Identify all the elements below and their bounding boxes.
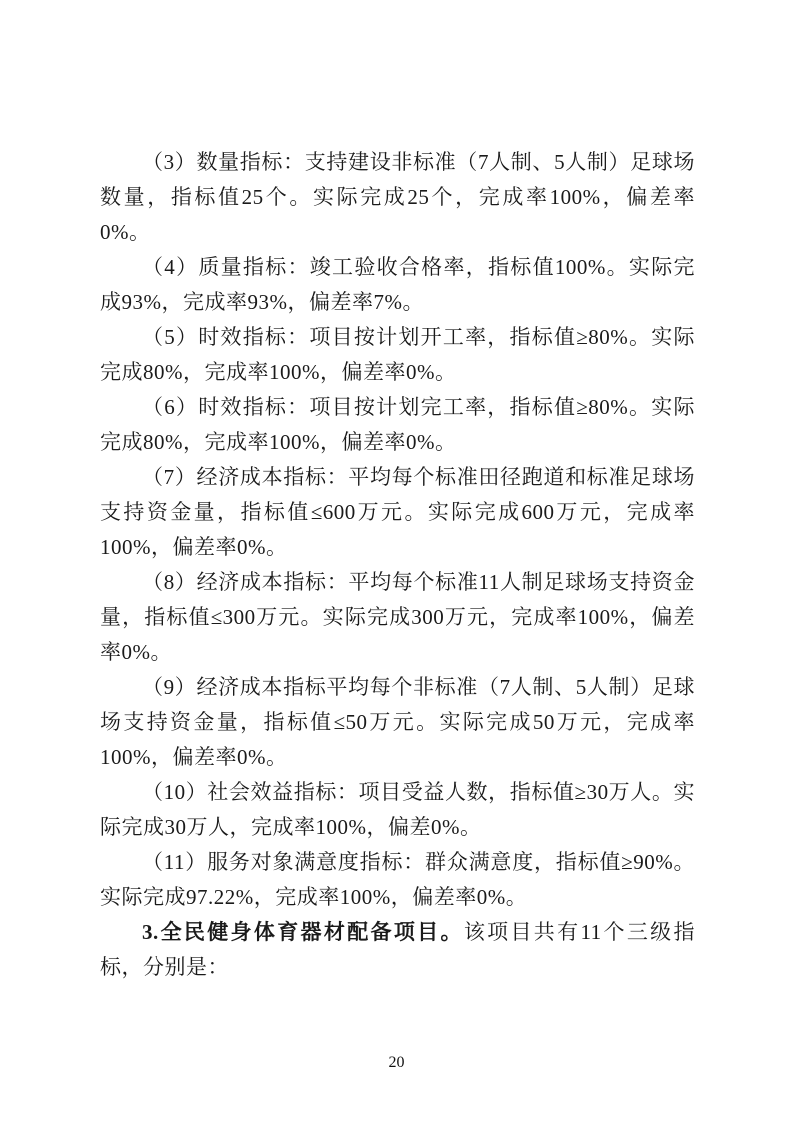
paragraph-indicator-5: （5）时效指标：项目按计划开工率，指标值≥80%。实际完成80%，完成率100%，偏差率0%。: [100, 325, 695, 384]
document-body: [100, 145, 695, 985]
paragraph-indicator-3: （3）数量指标：支持建设非标准（7人制、5人制）足球场数量，指标值25个。实际完成25个，完成率100%，偏差率0%。: [100, 150, 695, 244]
paragraph-indicator-8: （8）经济成本指标：平均每个标准11人制足球场支持资金量，指标值≤300万元。实际完成300万元，完成率100%，偏差率0%。: [100, 570, 695, 664]
paragraph-project-heading: [100, 915, 695, 985]
paragraph-indicator-10: （10）社会效益指标：项目受益人数，指标值≥30万人。实际完成30万人，完成率100%，偏差0%。: [100, 780, 695, 839]
paragraph-indicator-6: （6）时效指标：项目按计划完工率，指标值≥80%。实际完成80%，完成率100%，偏差率0%。: [100, 395, 695, 454]
paragraph-indicator-4: （4）质量指标：竣工验收合格率，指标值100%。实际完成93%，完成率93%，偏差率7%。: [100, 255, 695, 314]
project-heading-bold: 3.全民健身体育器材配备项目。: [142, 920, 464, 944]
paragraph-indicator-11: （11）服务对象满意度指标：群众满意度，指标值≥90%。实际完成97.22%，完成率100%，偏差率0%。: [100, 850, 695, 909]
paragraph-indicator-9: （9）经济成本指标平均每个非标准（7人制、5人制）足球场支持资金量，指标值≤50万元。实际完成50万元，完成率100%，偏差率0%。: [100, 675, 695, 769]
paragraph-indicator-7: （7）经济成本指标：平均每个标准田径跑道和标准足球场支持资金量，指标值≤600万元。实际完成600万元，完成率100%，偏差率0%。: [100, 465, 695, 559]
page-number: 20: [388, 1054, 405, 1071]
project-heading-text: 该项目共有11个三级指标，分别是：: [100, 920, 695, 979]
